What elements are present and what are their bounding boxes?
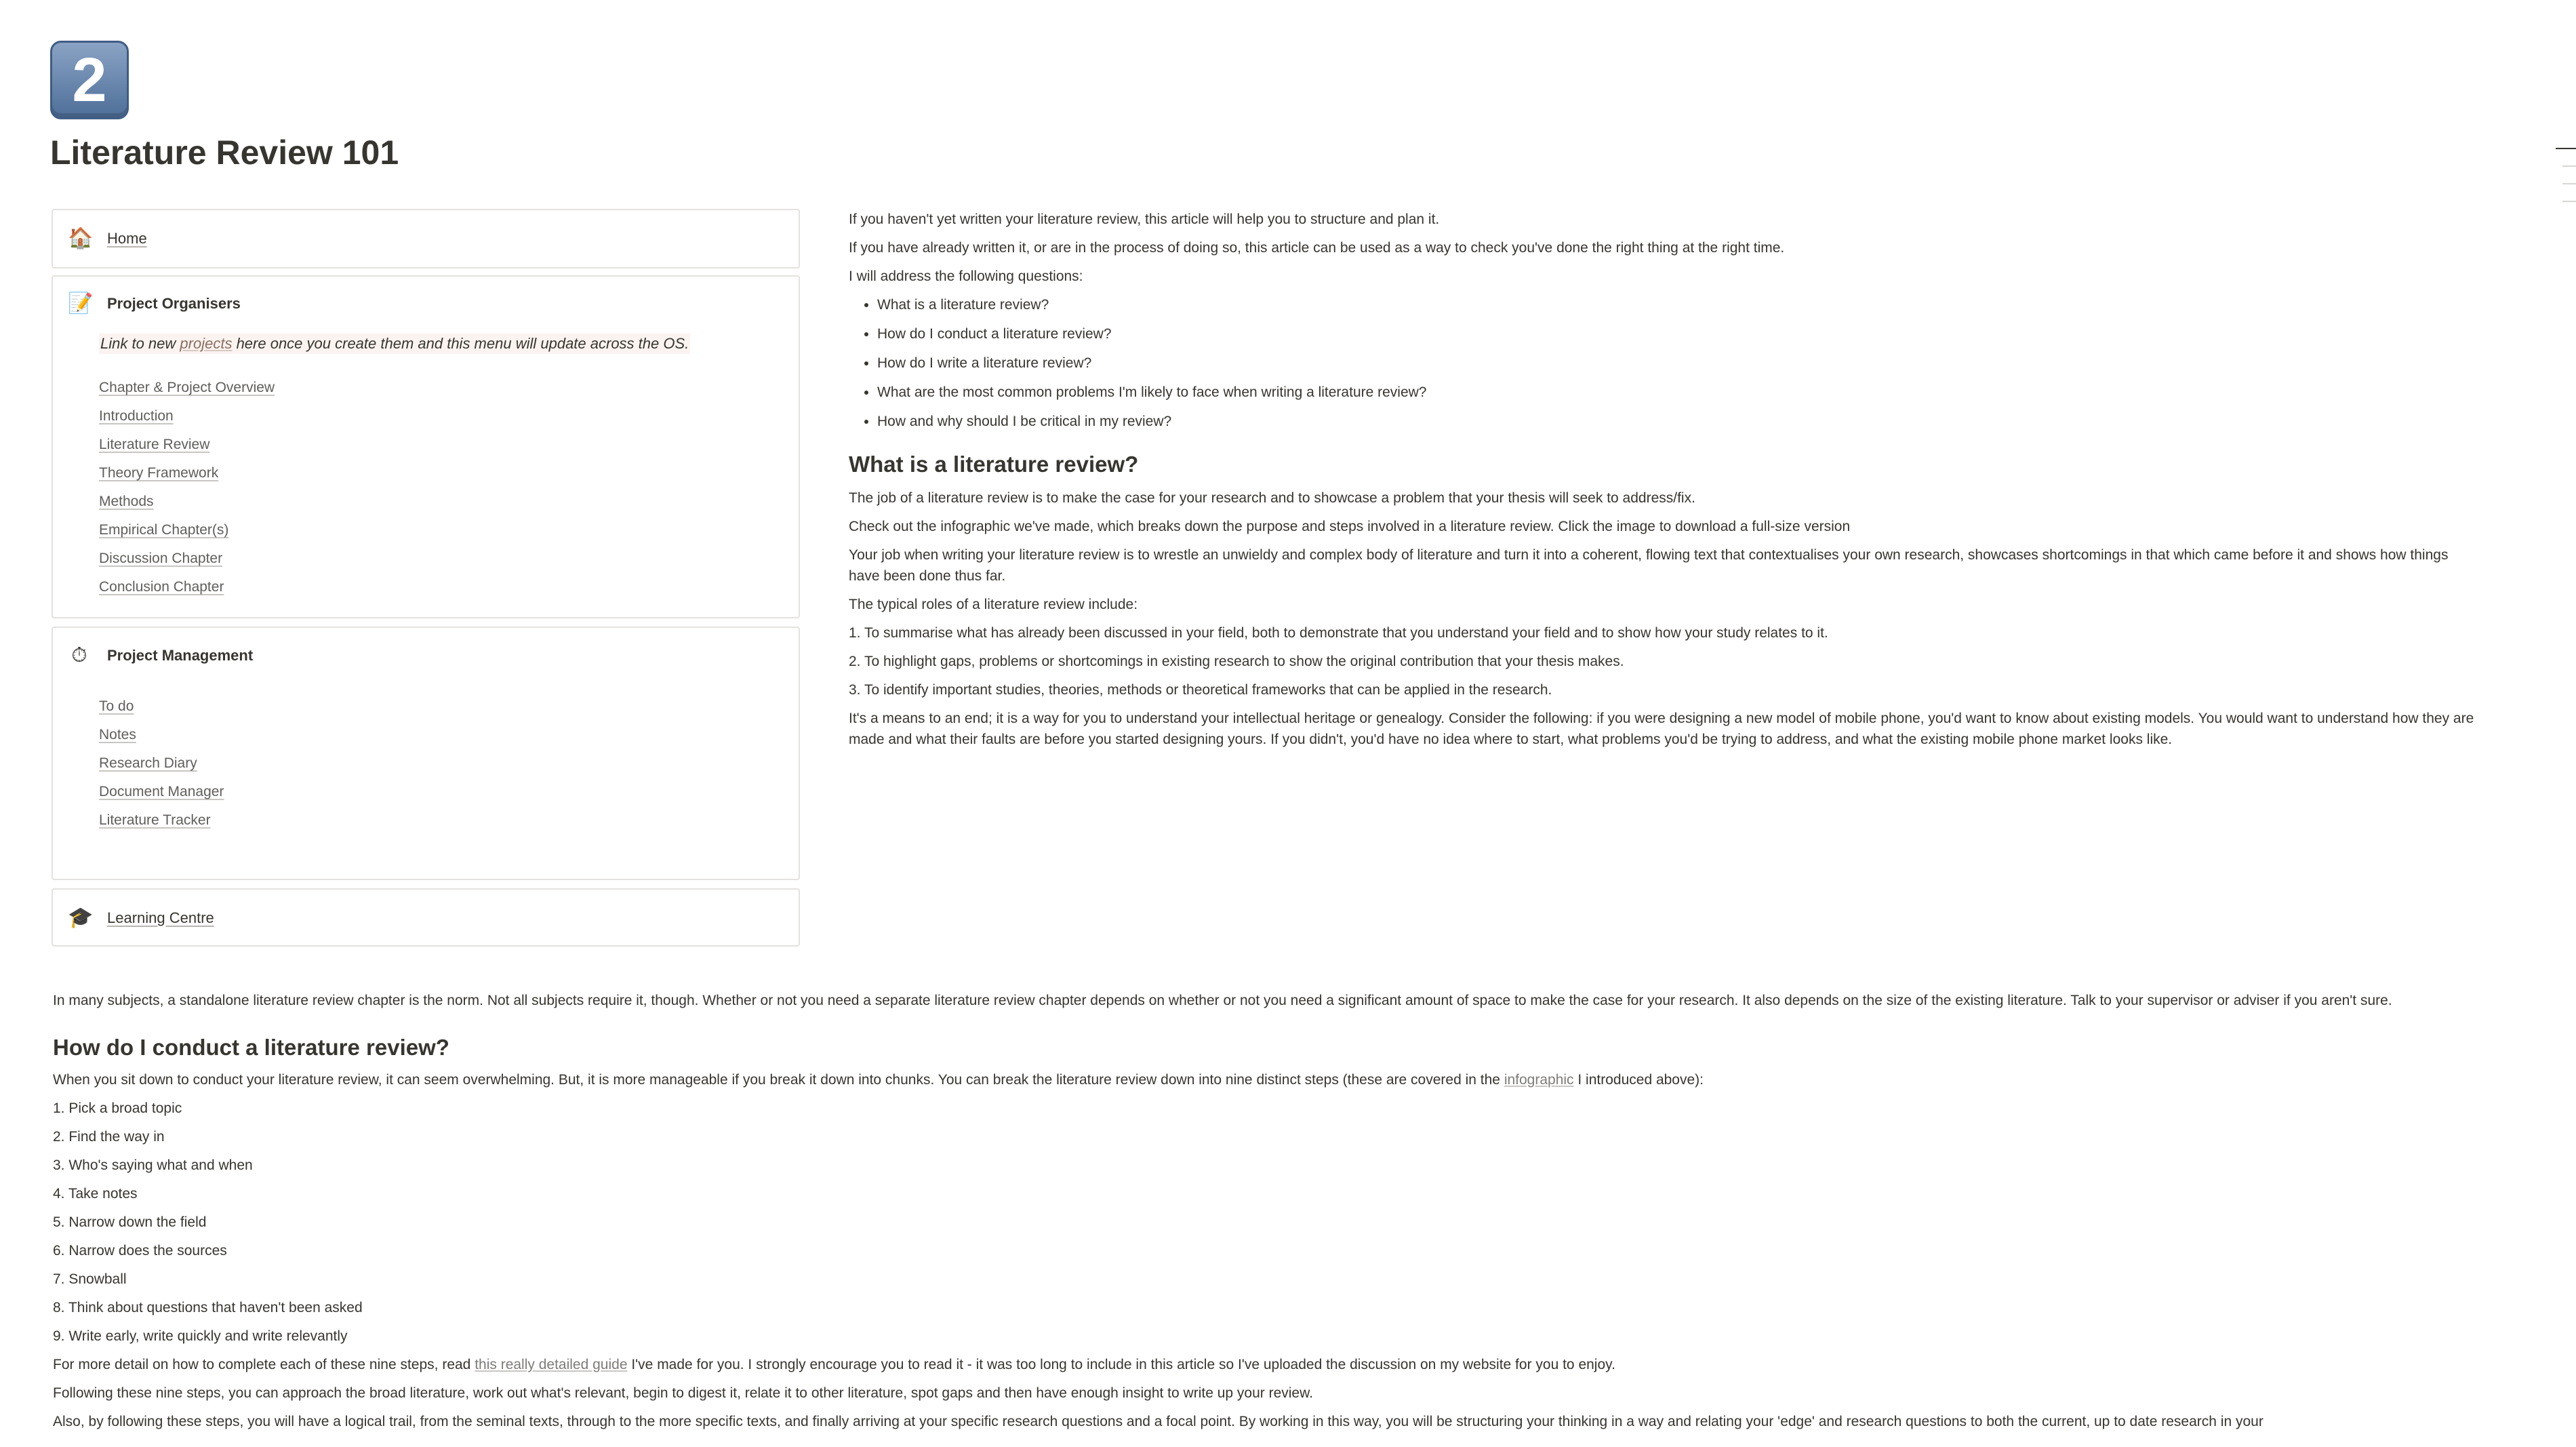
link-to-do[interactable]: To do (99, 698, 134, 714)
graduation-cap-icon: 🎓 (68, 907, 94, 929)
intro-paragraph: If you have already written it, or are in the process of doing so, this article can be used as a way to check you've done the right thing at the right time. (849, 240, 1785, 256)
toc-line[interactable] (2562, 183, 2576, 184)
question-item: • How do I write a literature review? (877, 353, 2476, 374)
question-item: • What are the most common problems I'm likely to face when writing a literature review? (877, 382, 2476, 403)
link-chapter-project-overview[interactable]: Chapter & Project Overview (99, 380, 275, 395)
body-paragraph: Following these nine steps, you can approach the broad literature, work out what's relevant, begin to digest it, relate it to other literature, spot gaps and then have enough insight to write up your review. (53, 1385, 1313, 1401)
intro-paragraph: I will address the following questions: (849, 269, 1083, 284)
project-organisers-title: Project Organisers (107, 294, 241, 312)
question-item: • How do I conduct a literature review? (877, 323, 2476, 344)
house-icon: 🏠 (68, 227, 94, 250)
infographic-link[interactable]: infographic (1504, 1072, 1574, 1088)
link-research-diary[interactable]: Research Diary (99, 755, 197, 771)
projects-link[interactable]: projects (180, 335, 233, 352)
organisers-note: Link to new projects here once you create them and this menu will update across the OS. (99, 334, 690, 354)
step-item: 6. Narrow does the sources (53, 1243, 227, 1258)
step-item: 3. Who's saying what and when (53, 1157, 253, 1173)
body-paragraph: The job of a literature review is to make the case for your research and to showcase a problem that your thesis will seek to address/fix. (849, 490, 1695, 506)
questions-list (849, 294, 2476, 432)
project-management-title: Project Management (107, 647, 254, 664)
toc-line[interactable] (2562, 201, 2576, 202)
body-paragraph: 3. To identify important studies, theories, methods or theoretical frameworks that can be applied in the research. (849, 682, 1552, 698)
link-document-manager[interactable]: Document Manager (99, 784, 224, 799)
page-title: Literature Review 101 (50, 134, 399, 172)
article-column (849, 209, 2476, 757)
home-card (52, 209, 800, 269)
body-paragraph: It's a means to an end; it is a way for you to understand your intellectual heritage or genealogy. Consider the following: if you were designing a new model of mobile phone, you'd want to know about existing models. You would want to understand how they are made and what their faults are before you started designing yours. If you didn't, you'd have no idea where to start, what problems you'd be trying to address, and what the existing mobile phone market looks like. (849, 711, 2474, 747)
heading-conduct: How do I conduct a literature review? (53, 1035, 449, 1060)
step-item: 9. Write early, write quickly and write relevantly (53, 1328, 348, 1344)
link-introduction[interactable]: Introduction (99, 408, 174, 424)
question-item: • What is a literature review? (877, 294, 2476, 315)
link-literature-review[interactable]: Literature Review (99, 437, 210, 452)
link-theory-framework[interactable]: Theory Framework (99, 465, 219, 481)
body-paragraph: Also, by following these steps, you will have a logical trail, from the seminal texts, through to the more specific texts, and finally arriving at your specific research questions and a focal point. By working in this way, you will be structuring your thinking in a way and relating your 'edge' and research questions to both the current, up to date research in your (53, 1414, 2263, 1429)
project-organisers-card (52, 275, 800, 618)
body-paragraph: Your job when writing your literature review is to wrestle an unwieldy and complex body of literature and turn it into a coherent, flowing text that contextualises your own research, showcases shortcomings in that which came before it and shows how things have been done thus far. (849, 547, 2449, 584)
home-link[interactable]: Home (107, 229, 147, 247)
toc-line[interactable] (2562, 165, 2576, 167)
link-empirical-chapters[interactable]: Empirical Chapter(s) (99, 522, 229, 538)
body-paragraph: In many subjects, a standalone literature review chapter is the norm. Not all subjects require it, though. Whether or not you need a separate literature review chapter depends on whether or not you need a significant amount of space to make the case for your research. It also depends on the size of the existing literature. Talk to your supervisor or adviser if you aren't sure. (53, 993, 2392, 1008)
lower-content (53, 990, 2507, 1440)
step-item: 7. Snowball (53, 1271, 127, 1287)
body-paragraph: Check out the infographic we've made, which breaks down the purpose and steps involved in a literature review. Click the image to download a full-size version (849, 519, 1851, 534)
link-methods[interactable]: Methods (99, 494, 154, 509)
detailed-guide-link[interactable]: this really detailed guide (475, 1357, 628, 1372)
heading-what-is: What is a literature review? (849, 452, 1139, 477)
link-notes[interactable]: Notes (99, 727, 136, 742)
link-literature-tracker[interactable]: Literature Tracker (99, 812, 211, 828)
step-item: 2. Find the way in (53, 1129, 165, 1145)
link-conclusion-chapter[interactable]: Conclusion Chapter (99, 579, 224, 595)
learning-centre-card (52, 888, 800, 947)
body-paragraph: For more detail on how to complete each of these nine steps, read this really detailed guide I've made for you. I strongly encourage you to read it - it was too long to include in this article so I've uploaded the discussion on my website for you to enjoy. (53, 1357, 1615, 1372)
body-paragraph: 1. To summarise what has already been discussed in your field, both to demonstrate that you understand your field and to show how your study relates to it. (849, 625, 1828, 641)
body-paragraph: 2. To highlight gaps, problems or shortcomings in existing research to show the original contribution that your thesis makes. (849, 654, 1624, 669)
step-item: 5. Narrow down the field (53, 1214, 207, 1230)
table-of-contents-indicator[interactable] (2556, 148, 2576, 218)
stopwatch-icon: ⏱ (71, 644, 87, 667)
organisers-links (99, 380, 275, 608)
memo-icon: 📝 (68, 292, 94, 315)
toc-line[interactable] (2556, 148, 2576, 149)
page-icon[interactable]: 2 (50, 41, 129, 119)
intro-paragraph: If you haven't yet written your literature review, this article will help you to structure and plan it. (849, 212, 1440, 227)
step-item: 8. Think about questions that haven't been asked (53, 1300, 363, 1315)
step-item: 1. Pick a broad topic (53, 1101, 182, 1116)
management-links (99, 698, 224, 841)
question-item: • How and why should I be critical in my review? (877, 411, 2476, 432)
body-paragraph: When you sit down to conduct your literature review, it can seem overwhelming. But, it is more manageable if you break it down into chunks. You can break the literature review down into nine distinct steps (these are covered in the infographic I introduced above): (53, 1072, 1704, 1088)
link-discussion-chapter[interactable]: Discussion Chapter (99, 551, 223, 566)
body-paragraph: The typical roles of a literature review include: (849, 597, 1138, 612)
learning-centre-link[interactable]: Learning Centre (107, 909, 214, 926)
project-management-card (52, 627, 800, 880)
step-item: 4. Take notes (53, 1186, 138, 1202)
